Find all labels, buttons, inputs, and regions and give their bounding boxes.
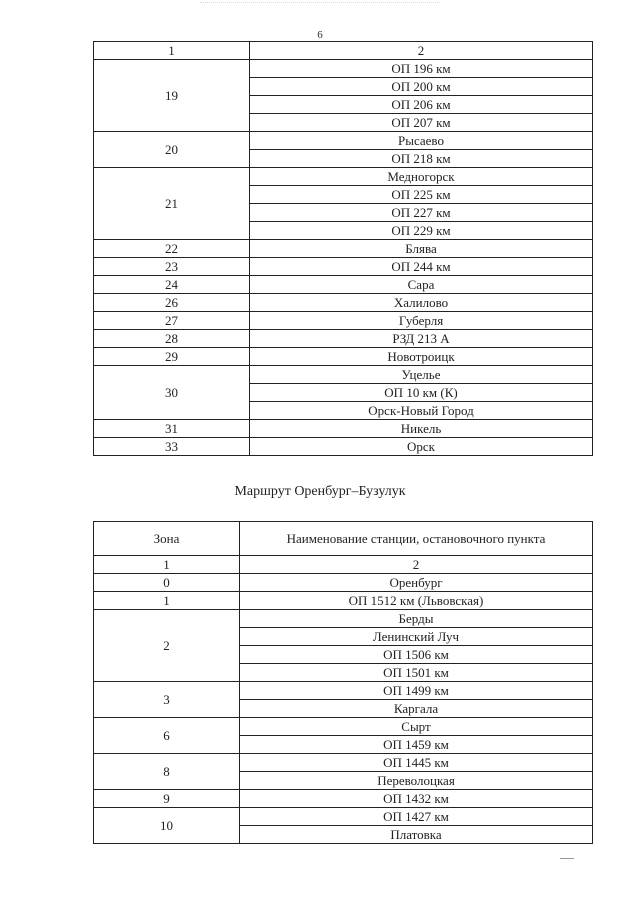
table-row [94, 258, 593, 276]
table-row [94, 420, 593, 438]
station-cell: ОП 225 км [250, 186, 593, 204]
zone-cell: 28 [94, 330, 250, 348]
table-row [94, 312, 593, 330]
zone-cell: 2 [94, 610, 240, 682]
station-cell: Никель [250, 420, 593, 438]
zone-cell: 31 [94, 420, 250, 438]
station-cell: ОП 1499 км [240, 682, 593, 700]
table-row [94, 718, 593, 736]
station-cell: ОП 244 км [250, 258, 593, 276]
table-row [94, 348, 593, 366]
station-cell: ОП 1459 км [240, 736, 593, 754]
route-title: Маршрут Оренбург–Бузулук [234, 484, 406, 499]
zone-cell: 30 [94, 366, 250, 420]
station-cell: Новотроицк [250, 348, 593, 366]
table-body [94, 42, 593, 456]
page-number: 6 [317, 29, 323, 41]
table-row [94, 754, 593, 772]
column-header-zone: Зона [94, 522, 240, 556]
table-row [94, 60, 593, 78]
zone-cell: 0 [94, 574, 240, 592]
table-row [94, 132, 593, 150]
column-header-station: Наименование станции, остановочного пункта [240, 522, 593, 556]
station-cell: Сара [250, 276, 593, 294]
zone-cell: 20 [94, 132, 250, 168]
zone-cell: 9 [94, 790, 240, 808]
station-cell: Орск [250, 438, 593, 456]
numbering-row [94, 556, 593, 574]
station-cell: ОП 1445 км [240, 754, 593, 772]
station-cell: ОП 1512 км (Львовская) [240, 592, 593, 610]
station-cell: Оренбург [240, 574, 593, 592]
station-cell: ОП 196 км [250, 60, 593, 78]
station-cell: Берды [240, 610, 593, 628]
station-cell: Платовка [240, 826, 593, 844]
station-cell: Блява [250, 240, 593, 258]
numbering-cell-zone: 1 [94, 42, 250, 60]
station-cell: Рысаево [250, 132, 593, 150]
table-row [94, 610, 593, 628]
station-cell: Каргала [240, 700, 593, 718]
table-row [94, 682, 593, 700]
station-cell: Сырт [240, 718, 593, 736]
numbering-cell-station: 2 [250, 42, 593, 60]
station-cell: ОП 1432 км [240, 790, 593, 808]
zone-cell: 19 [94, 60, 250, 132]
scan-mark [560, 858, 574, 859]
zone-cell: 22 [94, 240, 250, 258]
zone-cell: 23 [94, 258, 250, 276]
station-cell: ОП 229 км [250, 222, 593, 240]
table-row [94, 294, 593, 312]
zone-cell: 3 [94, 682, 240, 718]
station-cell: ОП 200 км [250, 78, 593, 96]
station-cell: ОП 218 км [250, 150, 593, 168]
station-cell: ОП 1506 км [240, 646, 593, 664]
scan-artifact [200, 2, 440, 9]
table-row [94, 574, 593, 592]
zone-cell: 24 [94, 276, 250, 294]
station-cell: Орск-Новый Город [250, 402, 593, 420]
table-body [94, 522, 593, 844]
table-row [94, 790, 593, 808]
zone-cell: 33 [94, 438, 250, 456]
station-cell: ОП 1427 км [240, 808, 593, 826]
station-cell: РЗД 213 А [250, 330, 593, 348]
station-cell: Переволоцкая [240, 772, 593, 790]
stations-table-orenburg-buzuluk [93, 521, 593, 844]
table-row [94, 330, 593, 348]
numbering-cell-zone: 1 [94, 556, 240, 574]
station-cell: ОП 1501 км [240, 664, 593, 682]
station-cell: ОП 206 км [250, 96, 593, 114]
station-cell: Ленинский Луч [240, 628, 593, 646]
table-row [94, 240, 593, 258]
zone-cell: 29 [94, 348, 250, 366]
zone-cell: 6 [94, 718, 240, 754]
station-cell: Халилово [250, 294, 593, 312]
table-row [94, 438, 593, 456]
station-cell: ОП 10 км (К) [250, 384, 593, 402]
numbering-row [94, 42, 593, 60]
table-row [94, 366, 593, 384]
station-cell: ОП 227 км [250, 204, 593, 222]
zone-cell: 26 [94, 294, 250, 312]
zone-cell: 1 [94, 592, 240, 610]
header-row [94, 522, 593, 556]
station-cell: Медногорск [250, 168, 593, 186]
station-cell: Губерля [250, 312, 593, 330]
zone-cell: 27 [94, 312, 250, 330]
numbering-cell-station: 2 [240, 556, 593, 574]
table-row [94, 168, 593, 186]
table-row [94, 592, 593, 610]
station-cell: ОП 207 км [250, 114, 593, 132]
table-row [94, 808, 593, 826]
zone-cell: 8 [94, 754, 240, 790]
stations-table-continued [93, 41, 593, 456]
zone-cell: 10 [94, 808, 240, 844]
station-cell: Уцелье [250, 366, 593, 384]
zone-cell: 21 [94, 168, 250, 240]
table-row [94, 276, 593, 294]
